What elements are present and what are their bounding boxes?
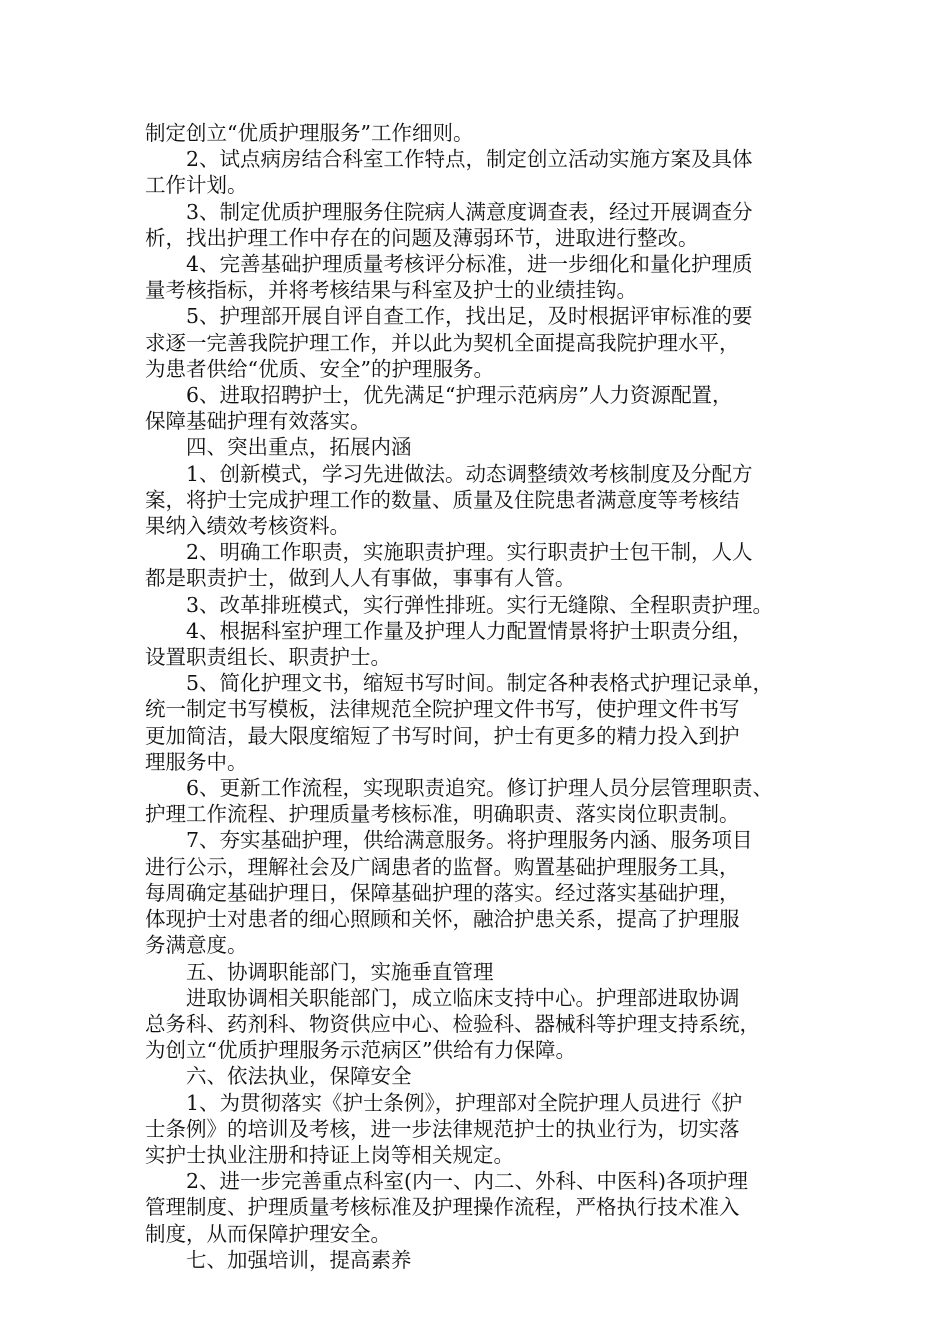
text-line: 制度，从而保障护理安全。 <box>145 1221 391 1246</box>
text-line: 七、加强培训，提高素养 <box>145 1247 412 1272</box>
text-line: 六、依法执业，保障安全 <box>145 1064 412 1089</box>
text-line: 2、试点病房结合科室工作特点，制定创立活动实施方案及具体 <box>145 147 753 172</box>
text-line: 求逐一完善我院护理工作，并以此为契机全面提高我院护理水平， <box>145 330 740 355</box>
text-line: 1、为贯彻落实《护士条例》，护理部对全院护理人员进行《护 <box>145 1090 743 1115</box>
text-line: 为创立“优质护理服务示范病区”供给有力保障。 <box>145 1038 576 1063</box>
text-line: 实护士执业注册和持证上岗等相关规定。 <box>145 1142 514 1167</box>
text-line: 4、完善基础护理质量考核评分标准，进一步细化和量化护理质 <box>145 252 753 277</box>
text-line: 为患者供给“优质、安全”的护理服务。 <box>145 356 494 381</box>
text-line: 总务科、药剂科、物资供应中心、检验科、器械科等护理支持系统， <box>145 1011 760 1036</box>
text-line: 量考核指标，并将考核结果与科室及护士的业绩挂钩。 <box>145 278 637 303</box>
text-line: 5、简化护理文书，缩短书写时间。制定各种表格式护理记录单， <box>145 671 774 696</box>
text-line: 3、制定优质护理服务住院病人满意度调查表，经过开展调查分 <box>145 199 753 224</box>
text-line: 理服务中。 <box>145 749 248 774</box>
text-line: 析，找出护理工作中存在的问题及薄弱环节，进取进行整改。 <box>145 225 699 250</box>
text-line: 五、协调职能部门，实施垂直管理 <box>145 959 494 984</box>
text-line: 体现护士对患者的细心照顾和关怀，融洽护患关系，提高了护理服 <box>145 907 740 932</box>
text-line: 果纳入绩效考核资料。 <box>145 514 350 539</box>
text-line: 6、进取招聘护士，优先满足“护理示范病房”人力资源配置， <box>145 383 733 408</box>
text-line: 工作计划。 <box>145 173 248 198</box>
text-line: 5、护理部开展自评自查工作，找出足，及时根据评审标准的要 <box>145 304 753 329</box>
text-line: 1、创新模式，学习先进做法。动态调整绩效考核制度及分配方 <box>145 461 753 486</box>
text-line: 士条例》的培训及考核，进一步法律规范护士的执业行为，切实落 <box>145 1116 740 1141</box>
text-line: 保障基础护理有效落实。 <box>145 409 371 434</box>
document-page <box>145 120 815 1273</box>
text-line: 统一制定书写模板，法律规范全院护理文件书写，使护理文件书写 <box>145 697 740 722</box>
text-line: 2、进一步完善重点科室(内一、内二、外科、中医科)各项护理 <box>145 1169 749 1194</box>
text-line: 每周确定基础护理日，保障基础护理的落实。经过落实基础护理， <box>145 880 740 905</box>
text-line: 设置职责组长、职责护士。 <box>145 645 391 670</box>
text-line: 进取协调相关职能部门，成立临床支持中心。护理部进取协调 <box>145 985 740 1010</box>
text-line: 7、夯实基础护理，供给满意服务。将护理服务内涵、服务项目 <box>145 828 753 853</box>
text-line: 进行公示，理解社会及广阔患者的监督。购置基础护理服务工具， <box>145 854 740 879</box>
text-line: 护理工作流程、护理质量考核标准，明确职责、落实岗位职责制。 <box>145 802 740 827</box>
text-line: 都是职责护士，做到人人有事做，事事有人管。 <box>145 566 576 591</box>
text-line: 四、突出重点，拓展内涵 <box>145 435 412 460</box>
text-line: 制定创立“优质护理服务”工作细则。 <box>145 121 474 145</box>
text-line: 6、更新工作流程，实现职责追究。修订护理人员分层管理职责、 <box>145 776 774 801</box>
text-line: 3、改革排班模式，实行弹性排班。实行无缝隙、全程职责护理。 <box>145 592 774 617</box>
text-line: 管理制度、护理质量考核标准及护理操作流程，严格执行技术准入 <box>145 1195 740 1220</box>
text-line: 更加简洁，最大限度缩短了书写时间，护士有更多的精力投入到护 <box>145 723 740 748</box>
text-line: 2、明确工作职责，实施职责护理。实行职责护士包干制，人人 <box>145 540 753 565</box>
text-line: 案，将护士完成护理工作的数量、质量及住院患者满意度等考核结 <box>145 487 740 512</box>
text-line: 务满意度。 <box>145 933 248 958</box>
text-line: 4、根据科室护理工作量及护理人力配置情景将护士职责分组， <box>145 618 753 643</box>
